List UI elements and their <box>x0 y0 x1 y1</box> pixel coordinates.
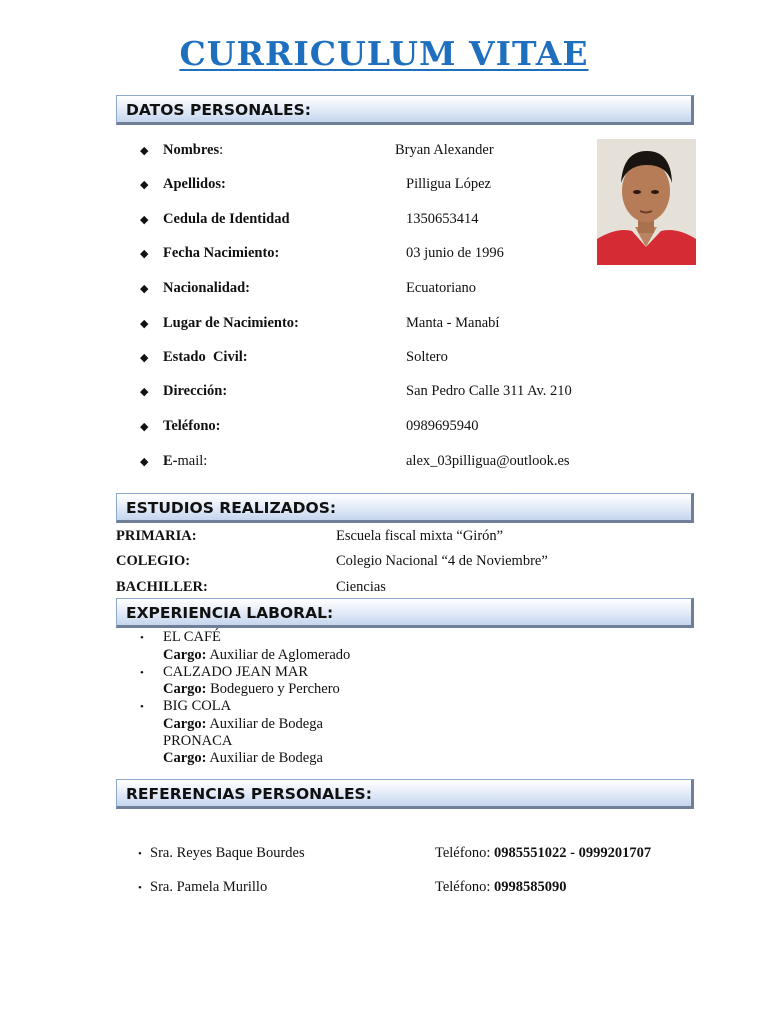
section-header-studies <box>116 493 694 523</box>
field-label: Apellidos: <box>163 176 226 192</box>
field-label: Nacionalidad: <box>163 280 251 296</box>
study-value-bachiller: Ciencias <box>336 579 386 595</box>
job-role: Cargo: Auxiliar de Bodega <box>163 716 323 732</box>
field-label: Lugar de Nacimiento: <box>163 315 299 331</box>
field-label: Fecha Nacimiento: <box>163 245 280 261</box>
bullet-icon: • <box>138 848 142 860</box>
job-role: Cargo: Bodeguero y Perchero <box>163 681 340 697</box>
field-label: Cedula de Identidad <box>163 211 290 227</box>
diamond-bullet-icon: ◆ <box>140 248 149 260</box>
diamond-bullet-icon: ◆ <box>140 421 149 433</box>
diamond-bullet-icon: ◆ <box>140 179 149 191</box>
section-title: ESTUDIOS REALIZADOS: <box>126 499 337 517</box>
field-value: Manta - Manabí <box>406 315 500 331</box>
field-label: Teléfono: <box>163 418 221 434</box>
section-title: EXPERIENCIA LABORAL: <box>126 604 334 622</box>
field-value: San Pedro Calle 311 Av. 210 <box>406 383 572 399</box>
field-value: Bryan Alexander <box>395 142 494 158</box>
field-value: Ecuatoriano <box>406 280 477 296</box>
bullet-icon: • <box>140 667 144 679</box>
bullet-icon: • <box>138 882 142 894</box>
field-value: 0989695940 <box>406 418 479 434</box>
portrait-image <box>597 139 696 265</box>
field-label: E-mail: <box>163 453 208 469</box>
field-value: 1350653414 <box>406 211 479 227</box>
section-header-experience <box>116 598 694 628</box>
bullet-icon: • <box>140 701 144 713</box>
diamond-bullet-icon: ◆ <box>140 145 149 157</box>
diamond-bullet-icon: ◆ <box>140 214 149 226</box>
diamond-bullet-icon: ◆ <box>140 318 149 330</box>
bullet-icon: • <box>140 632 144 644</box>
study-value-primaria: Escuela fiscal mixta “Girón” <box>336 528 504 544</box>
field-value: alex_03pilligua@outlook.es <box>406 453 570 469</box>
field-label: Nombres: <box>163 142 224 158</box>
field-value: Soltero <box>406 349 448 365</box>
reference-name: Sra. Pamela Murillo <box>150 879 268 895</box>
diamond-bullet-icon: ◆ <box>140 386 149 398</box>
study-label-bachiller: BACHILLER: <box>116 579 208 595</box>
job-company: BIG COLA <box>163 698 232 714</box>
job-role: Cargo: Auxiliar de Aglomerado <box>163 647 351 663</box>
reference-name: Sra. Reyes Baque Bourdes <box>150 845 305 861</box>
diamond-bullet-icon: ◆ <box>140 352 149 364</box>
study-value-colegio: Colegio Nacional “4 de Noviembre” <box>336 553 548 569</box>
profile-photo <box>597 139 696 265</box>
field-value: 03 junio de 1996 <box>406 245 504 261</box>
job-company: PRONACA <box>163 733 233 749</box>
reference-phone: Teléfono: 0998585090 <box>435 879 567 895</box>
field-label: Dirección: <box>163 383 228 399</box>
study-label-colegio: COLEGIO: <box>116 553 191 569</box>
field-label: Estado Civil: <box>163 349 248 365</box>
reference-phone: Teléfono: 0985551022 - 0999201707 <box>435 845 652 861</box>
diamond-bullet-icon: ◆ <box>140 283 149 295</box>
field-value: Pilligua López <box>406 176 491 192</box>
section-title: DATOS PERSONALES: <box>126 101 311 119</box>
page-title: CURRICULUM VITAE <box>179 34 589 73</box>
study-label-primaria: PRIMARIA: <box>116 528 197 544</box>
job-role: Cargo: Auxiliar de Bodega <box>163 750 323 766</box>
job-company: CALZADO JEAN MAR <box>163 664 308 680</box>
section-title: REFERENCIAS PERSONALES: <box>126 785 372 803</box>
section-header-personal <box>116 95 694 125</box>
job-company: EL CAFÉ <box>163 629 221 645</box>
section-header-references <box>116 779 694 809</box>
diamond-bullet-icon: ◆ <box>140 456 149 468</box>
